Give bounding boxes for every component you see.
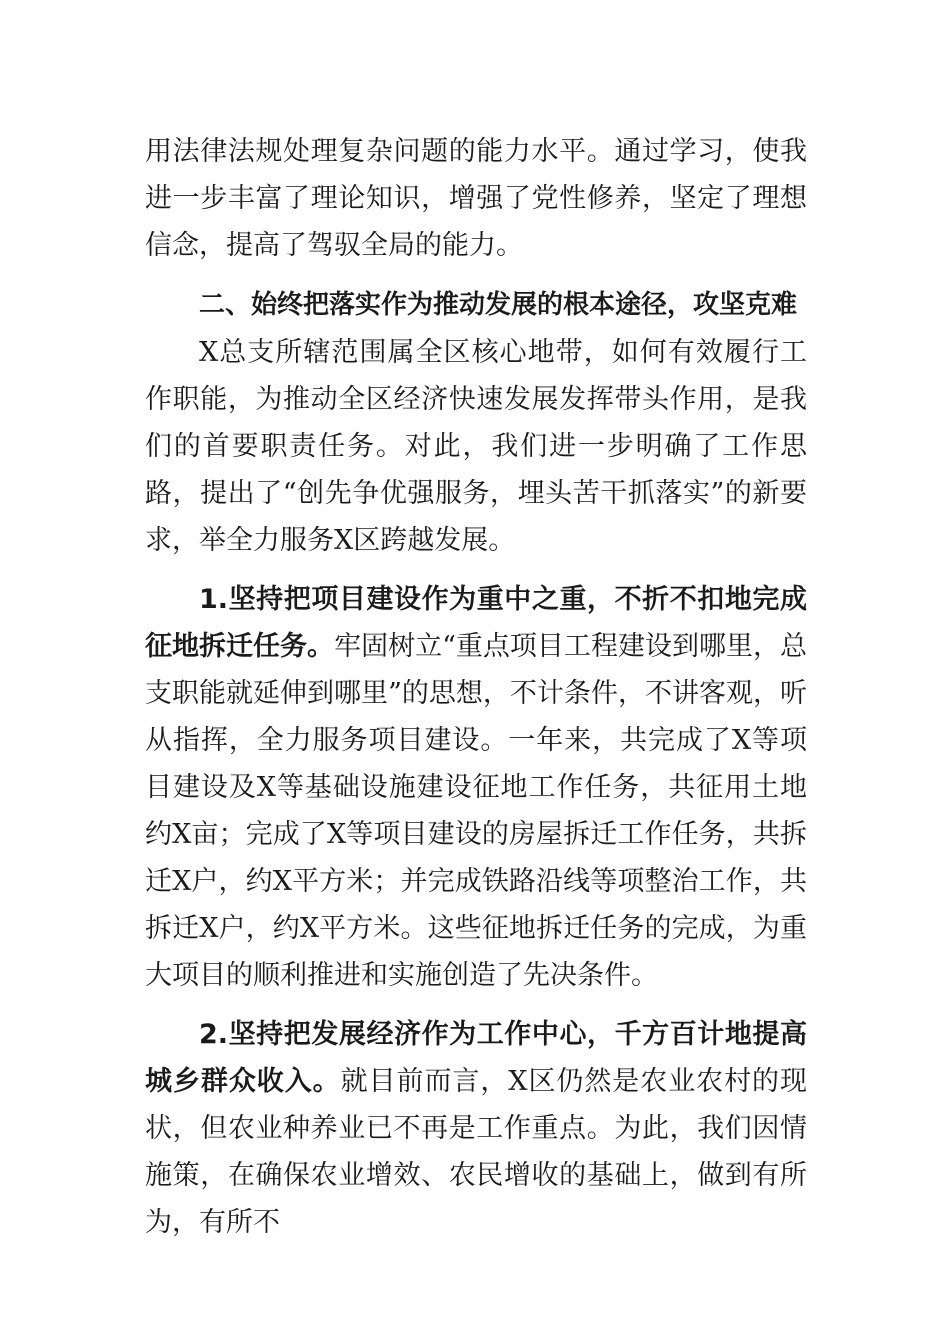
list-item-2-body: 就目前而言，X区仍然是农业农村的现状，但农业种养业已不再是工作重点。为此，我们因情施策，在确保农业增效、农民增收的基础上，做到有所为，有所不	[145, 1066, 807, 1238]
list-item-2	[145, 1011, 807, 1246]
document-page	[145, 128, 807, 1246]
section-heading-2: 二、始终把落实作为推动发展的根本途径，攻坚克难	[199, 290, 798, 320]
paragraph-intro: 用法律法规处理复杂问题的能力水平。通过学习，使我进一步丰富了理论知识，增强了党性修养，坚定了理想信念，提高了驾驭全局的能力。	[145, 136, 807, 261]
list-item-2-lead: 2.坚持把发展经济作为工作中心，千方百计地提高城乡群众收入。	[145, 1019, 807, 1097]
list-item-1-body: 牢固树立“重点项目工程建设到哪里，总支职能就延伸到哪里”的思想，不计条件，不讲客观，听从指挥，全力服务项目建设。一年来，共完成了X等项目建设及X等基础设施建设征地工作任务，共征用土地约X亩；完成了X等项目建设的房屋拆迁工作任务，共拆迁X户，约X平方米；并完成铁路沿线等项整治工作，共拆迁X户，约X平方米。这些征地拆迁任务的完成，为重大项目的顺利推进和实施创造了先决条件。	[145, 631, 807, 991]
paragraph-section-2: X总支所辖范围属全区核心地带，如何有效履行工作职能，为推动全区经济快速发展发挥带头作用，是我们的首要职责任务。对此，我们进一步明确了工作思路，提出了“创先争优强服务，埋头苦干抓落实”的新要求，举全力服务X区跨越发展。	[145, 337, 807, 556]
list-item-1	[145, 576, 807, 999]
list-item-1-lead: 1.坚持把项目建设作为重中之重，不折不扣地完成征地拆迁任务。	[145, 584, 807, 662]
